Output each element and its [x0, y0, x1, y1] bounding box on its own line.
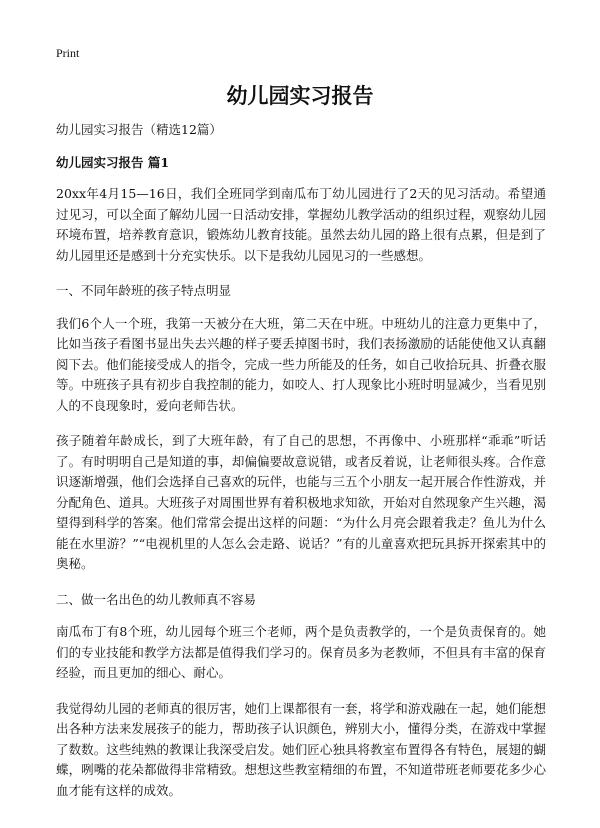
document-subtitle: 幼儿园实习报告（精选12篇）: [56, 122, 222, 137]
document-title: 幼儿园实习报告: [226, 83, 374, 108]
document-body: [56, 120, 546, 816]
paragraph-senior-class: 孩子随着年龄成长，到了大班年龄，有了自己的思想，不再像中、小班那样“乖乖”听话了。有时明明自己是知道的事，却偏偏要故意说错，或者反着说，让老师很头疼。合作意识逐渐增强，他们会选择自己喜欢的玩伴，也能与三五个小朋友一起开展合作性游戏，并分配角色、道具。大班孩子对周围世界有着积极地求知欲，开始对自然现象产生兴趣，渴望得到科学的答案。他们常常会提出这样的问题：“为什么月亮会跟着我走？鱼儿为什么能在水里游？”“电视机里的人怎么会走路、说话？”有的儿童喜欢把玩具拆开探索其中的奥秘。: [56, 433, 546, 571]
paragraph-teachers-staff: 南瓜布丁有8个班，幼儿园每个班三个老师，两个是负责教学的，一个是负责保育的。她们的专业技能和教学方法都是值得我们学习的。保育员多为老教师，不但具有丰富的保育经验，而且更加的细心、耐心。: [56, 624, 546, 680]
paragraph-middle-class: 我们6个人一个班，我第一天被分在大班，第二天在中班。中班幼儿的注意力更集中了，比如当孩子看图书显出失去兴趣的样子要丢掉图书时，我们表扬激励的话能使他又认真翻阅下去。他们能接受成人的指令，完成一些力所能及的任务，如自己收拾玩具、折叠衣服等。中班孩子具有初步自我控制的能力，如咬人、打人现象比小班时明显减少，当看见别人的不良现象时，爱向老师告状。: [56, 315, 546, 413]
paragraph-teachers-skills: 我觉得幼儿园的老师真的很厉害，她们上课都很有一套，将学和游戏融在一起，她们能想出各种方法来发展孩子的能力，帮助孩子认识颜色，辨别大小，懂得分类，在游戏中掌握了数数。这些纯熟的教课让我深受启发。她们匠心独具将教室布置得各有特色，展翅的蝴蝶，咧嘴的花朵都做得非常精致。想想这些教室精细的布置，不知道带班老师要花多少心血才能有这样的成效。: [56, 700, 546, 798]
heading-teacher: 二、做一名出色的幼儿教师真不容易: [56, 591, 257, 607]
print-label[interactable]: Print: [56, 46, 80, 60]
paragraph-intro: 20xx年4月15—16日，我们全班同学到南瓜布丁幼儿园进行了2天的见习活动。希望通过见习，可以全面了解幼儿园一日活动安排，掌握幼儿教学活动的组织过程，观察幼儿园环境布置，培养教育意识，锻炼幼儿教育技能。虽然去幼儿园的路上很有点累，但是到了幼儿园里还是感到十分充实快乐。以下是我幼儿园见习的一些感想。: [56, 186, 546, 263]
section-title: 幼儿园实习报告 篇1: [56, 154, 170, 170]
heading-age-differences: 一、不同年龄班的孩子特点明显: [56, 283, 232, 298]
